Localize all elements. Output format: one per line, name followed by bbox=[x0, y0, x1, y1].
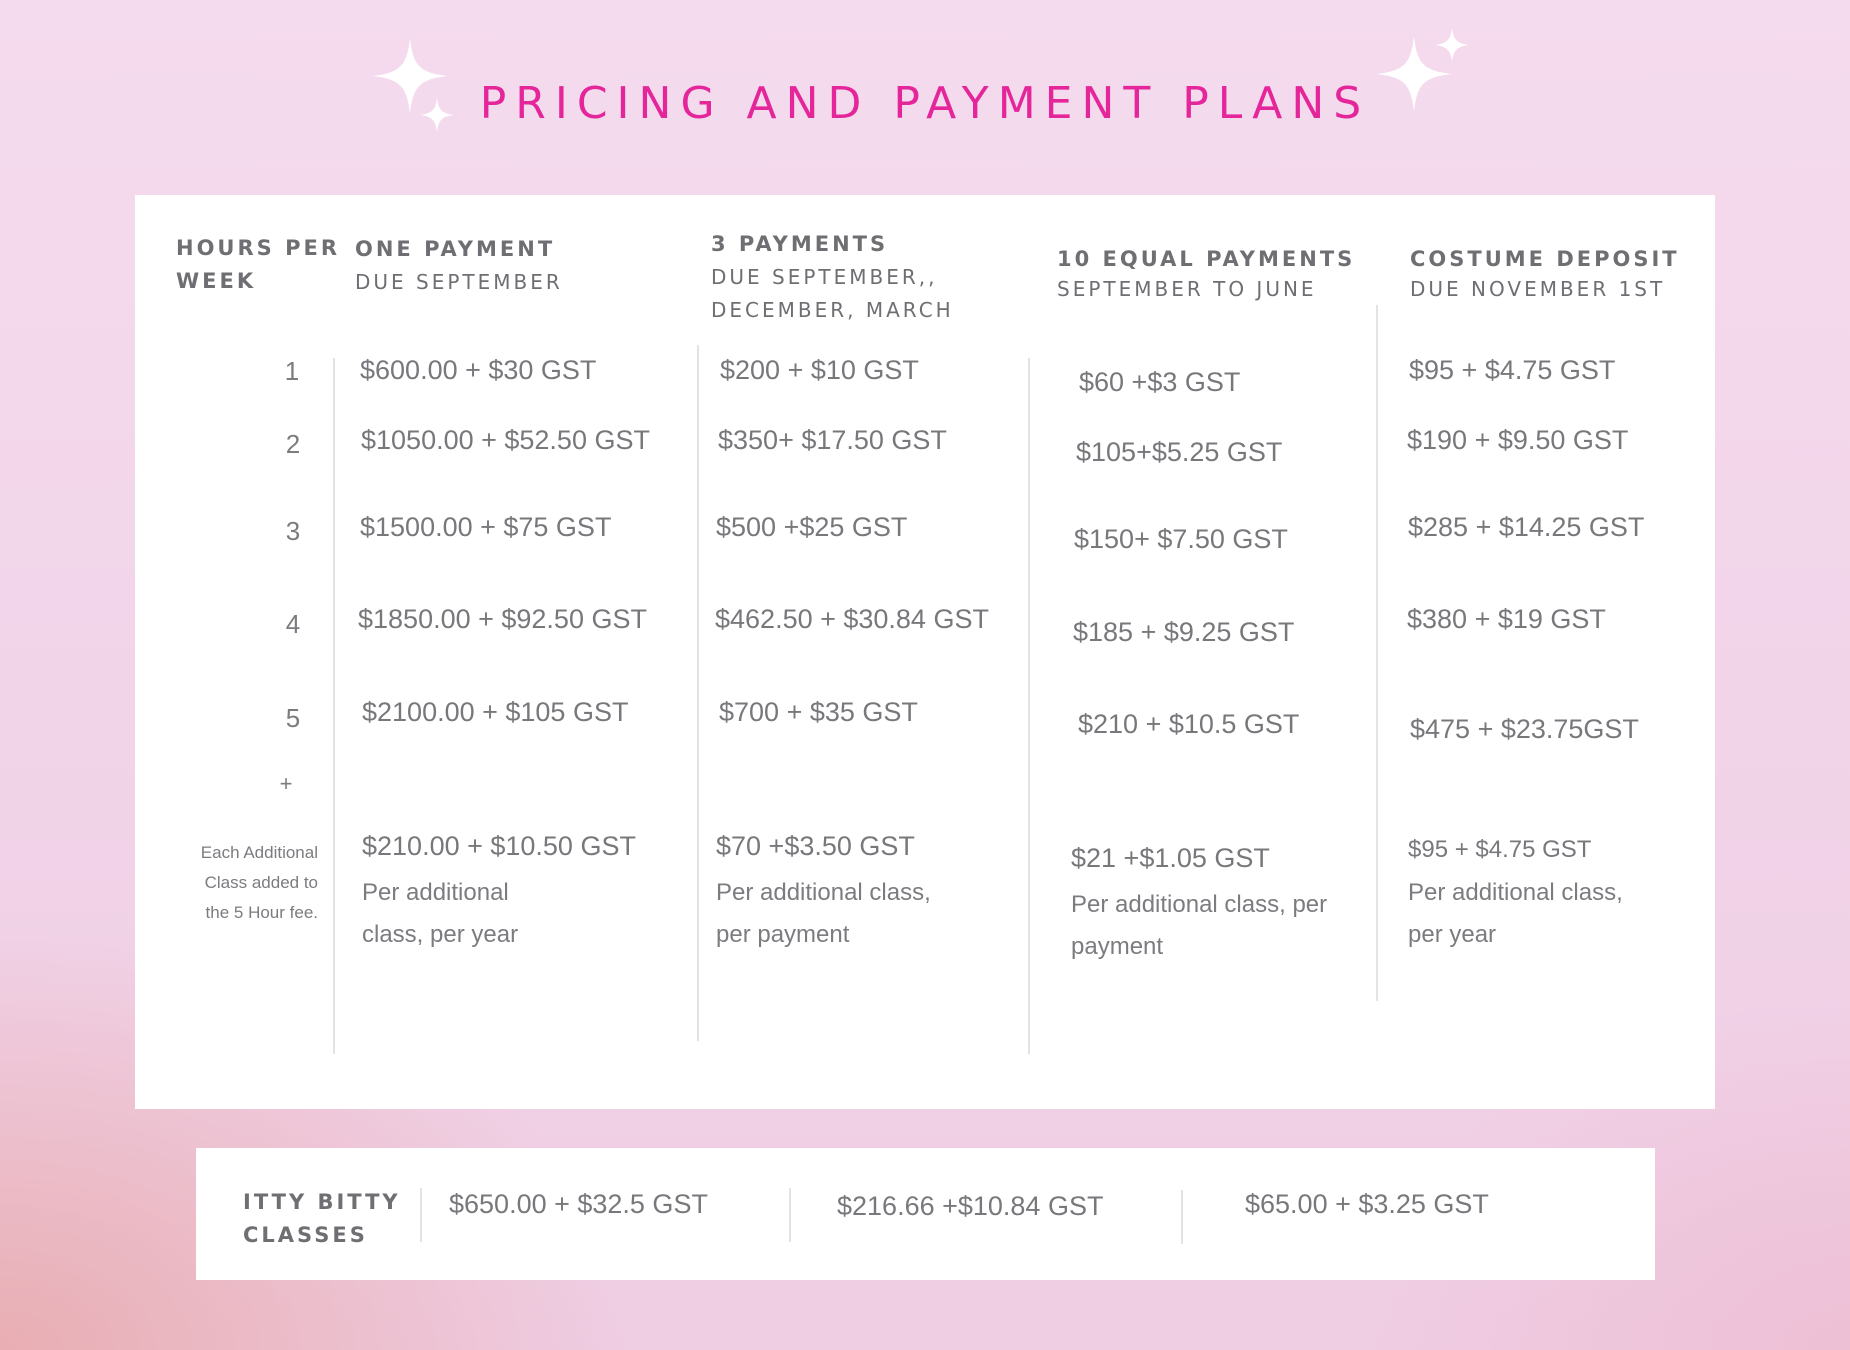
row3-three-payments: $500 +$25 GST bbox=[716, 512, 908, 542]
header-three-payments-sub2: DECEMBER, MARCH bbox=[711, 298, 954, 322]
pricing-table-card bbox=[135, 195, 1715, 1109]
additional-one-payment-price: $210.00 + $10.50 GST bbox=[362, 831, 636, 861]
row3-costume: $285 + $14.25 GST bbox=[1408, 512, 1645, 542]
additional-ten-payments-note bbox=[1071, 884, 1327, 968]
header-ten-payments bbox=[1057, 244, 1355, 304]
sparkle-right-small-icon bbox=[1435, 28, 1469, 62]
column-divider-2 bbox=[697, 345, 699, 1041]
additional-costume-note1: Per additional class, bbox=[1408, 879, 1623, 906]
header-hours-line2: WEEK bbox=[176, 269, 257, 293]
additional-class-label bbox=[175, 838, 318, 928]
page-title: PRICING AND PAYMENT PLANS bbox=[479, 78, 1371, 129]
itty-divider-3 bbox=[1181, 1190, 1183, 1244]
row4-ten-payments: $185 + $9.25 GST bbox=[1073, 617, 1295, 647]
additional-costume-note2: per year bbox=[1408, 921, 1497, 948]
row3-one-payment: $1500.00 + $75 GST bbox=[360, 512, 612, 542]
row5-one-payment: $2100.00 + $105 GST bbox=[362, 697, 629, 727]
column-divider-3 bbox=[1028, 358, 1030, 1054]
additional-three-payments-price: $70 +$3.50 GST bbox=[716, 831, 915, 861]
additional-one-payment-note bbox=[362, 872, 518, 956]
additional-label-line1: Each Additional bbox=[200, 843, 318, 862]
header-costume-deposit bbox=[1410, 244, 1680, 304]
row-hours-4: 4 bbox=[285, 609, 301, 639]
row1-one-payment: $600.00 + $30 GST bbox=[360, 355, 597, 385]
additional-ten-note2: payment bbox=[1071, 933, 1164, 960]
plus-label: + bbox=[279, 771, 293, 796]
itty-bitty-label-line1: ITTY BITTY bbox=[243, 1190, 401, 1214]
row5-three-payments: $700 + $35 GST bbox=[719, 697, 918, 727]
column-divider-4 bbox=[1376, 305, 1378, 1001]
additional-one-note1: Per additional bbox=[362, 879, 509, 906]
itty-bitty-one-payment: $650.00 + $32.5 GST bbox=[449, 1189, 708, 1219]
row-hours-3: 3 bbox=[285, 516, 301, 546]
additional-costume-note bbox=[1408, 872, 1623, 956]
header-three-payments-title: 3 PAYMENTS bbox=[711, 232, 889, 256]
column-divider-1 bbox=[333, 358, 335, 1054]
row2-one-payment: $1050.00 + $52.50 GST bbox=[361, 425, 650, 455]
row-hours-5: 5 bbox=[285, 703, 301, 733]
row2-ten-payments: $105+$5.25 GST bbox=[1076, 437, 1283, 467]
additional-costume-price: $95 + $4.75 GST bbox=[1408, 836, 1592, 863]
header-one-payment-sub: DUE SEPTEMBER bbox=[355, 270, 563, 294]
itty-bitty-label bbox=[243, 1186, 401, 1252]
header-three-payments bbox=[711, 228, 954, 327]
additional-ten-payments-price: $21 +$1.05 GST bbox=[1071, 843, 1270, 873]
row4-costume: $380 + $19 GST bbox=[1407, 604, 1606, 634]
row4-one-payment: $1850.00 + $92.50 GST bbox=[358, 604, 647, 634]
itty-divider-2 bbox=[789, 1188, 791, 1242]
header-three-payments-sub1: DUE SEPTEMBER,, bbox=[711, 265, 938, 289]
additional-one-note2: class, per year bbox=[362, 921, 519, 948]
additional-three-payments-note bbox=[716, 872, 931, 956]
header-ten-payments-title: 10 EQUAL PAYMENTS bbox=[1057, 247, 1356, 271]
header-costume-sub: DUE NOVEMBER 1ST bbox=[1410, 277, 1666, 301]
row-hours-1: 1 bbox=[284, 356, 300, 386]
row3-ten-payments: $150+ $7.50 GST bbox=[1074, 524, 1288, 554]
itty-divider-1 bbox=[420, 1188, 422, 1242]
header-ten-payments-sub: SEPTEMBER TO JUNE bbox=[1057, 277, 1317, 301]
row2-costume: $190 + $9.50 GST bbox=[1407, 425, 1629, 455]
itty-bitty-three-payments: $216.66 +$10.84 GST bbox=[837, 1191, 1104, 1221]
row1-costume: $95 + $4.75 GST bbox=[1409, 355, 1616, 385]
header-hours-line1: HOURS PER bbox=[176, 236, 340, 260]
header-costume-title: COSTUME DEPOSIT bbox=[1410, 247, 1680, 271]
row1-ten-payments: $60 +$3 GST bbox=[1079, 367, 1241, 397]
additional-ten-note1: Per additional class, per bbox=[1071, 891, 1328, 918]
row2-three-payments: $350+ $17.50 GST bbox=[718, 425, 947, 455]
itty-bitty-label-line2: CLASSES bbox=[243, 1223, 368, 1247]
additional-three-note1: Per additional class, bbox=[716, 879, 931, 906]
header-hours-per-week bbox=[176, 232, 340, 298]
row-hours-2: 2 bbox=[285, 429, 301, 459]
row5-ten-payments: $210 + $10.5 GST bbox=[1078, 709, 1300, 739]
header-one-payment-title: ONE PAYMENT bbox=[355, 237, 556, 261]
additional-three-note2: per payment bbox=[716, 921, 850, 948]
row1-three-payments: $200 + $10 GST bbox=[720, 355, 919, 385]
header-one-payment bbox=[355, 233, 563, 299]
row5-costume: $475 + $23.75GST bbox=[1410, 714, 1639, 744]
additional-label-line2: Class added to bbox=[204, 873, 318, 892]
row4-three-payments: $462.50 + $30.84 GST bbox=[715, 604, 989, 634]
itty-bitty-ten-payments: $65.00 + $3.25 GST bbox=[1245, 1189, 1489, 1219]
additional-label-line3: the 5 Hour fee. bbox=[205, 903, 318, 922]
